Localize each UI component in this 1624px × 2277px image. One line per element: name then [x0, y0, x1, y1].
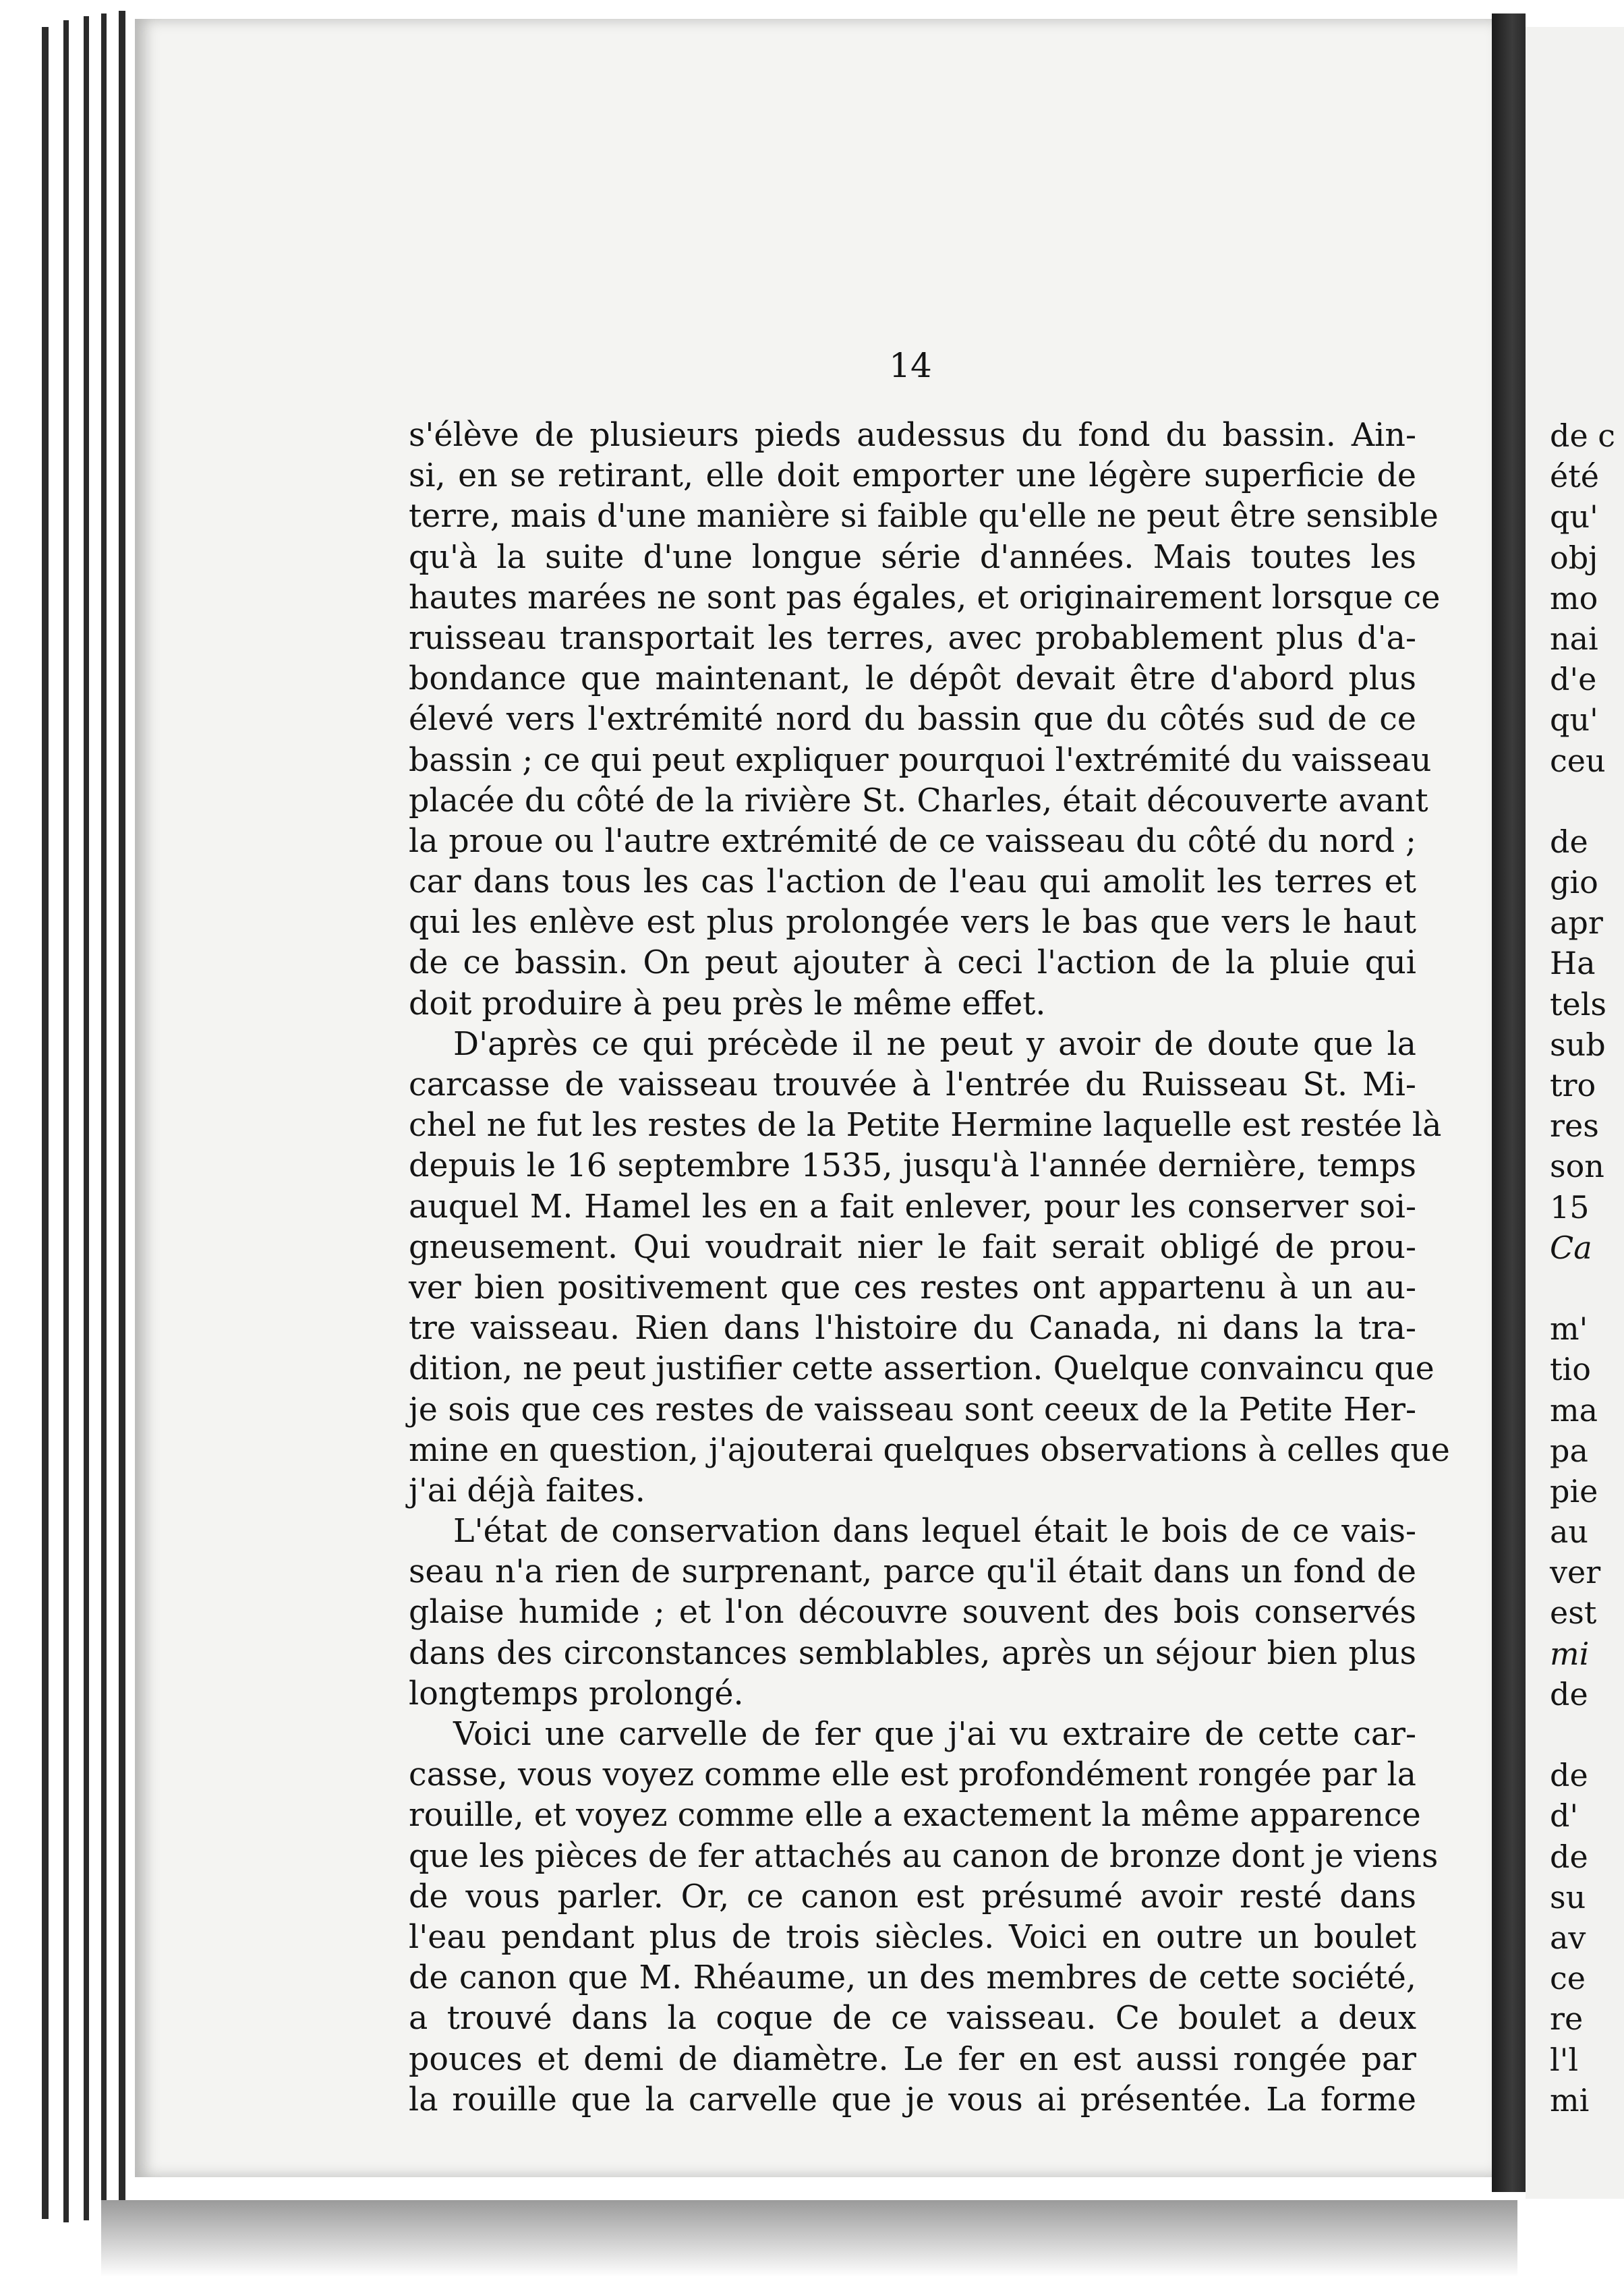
facing-line: mi [1550, 2081, 1590, 2119]
facing-page-text [1550, 415, 1624, 2121]
facing-line: d' [1550, 1797, 1579, 1835]
text-line: dans des circonstances semblables, après un séjour bien plus [409, 1634, 1416, 1672]
page-number: 14 [889, 346, 932, 385]
text-line: ver bien positivement que ces restes ont appartenu à un au- [409, 1269, 1416, 1306]
facing-line: 15 [1550, 1188, 1590, 1226]
facing-line: l'l [1550, 2041, 1579, 2078]
page-edge-line [119, 11, 125, 2218]
text-line: car dans tous les cas l'action de l'eau qui amolit les terres et [409, 863, 1416, 901]
facing-line: nai [1550, 620, 1598, 657]
facing-line: av [1550, 1919, 1586, 1956]
facing-line: Ca [1550, 1229, 1592, 1266]
text-line: mine en question, j'ajouterai quelques observations à celles que [409, 1431, 1450, 1469]
facing-line: qu' [1550, 498, 1598, 536]
facing-line: obj [1550, 539, 1598, 576]
text-line: gneusement. Qui voudrait nier le fait serait obligé de prou- [409, 1228, 1416, 1266]
body-text [409, 415, 1450, 2121]
facing-page [1526, 27, 1624, 2199]
text-line: glaise humide ; et l'on découvre souvent des bois conservés [409, 1594, 1416, 1632]
text-line: seau n'a rien de surprenant, parce qu'il était dans un fond de [409, 1553, 1416, 1591]
text-line: j'ai déjà faites. [409, 1472, 645, 1509]
text-line: pouces et demi de diamètre. Le fer en est aussi rongée par [409, 2040, 1416, 2078]
facing-line: apr [1550, 904, 1603, 942]
text-line: longtemps prolongé. [409, 1675, 744, 1712]
text-line: de canon que M. Rhéaume, un des membres de cette société, [409, 1959, 1416, 1997]
text-line: tre vaisseau. Rien dans l'histoire du Canada, ni dans la tra- [409, 1310, 1416, 1348]
text-line: de ce bassin. On peut ajouter à ceci l'action de la pluie qui [409, 944, 1416, 982]
facing-line: Ha [1550, 945, 1596, 982]
facing-line: pie [1550, 1472, 1598, 1509]
facing-line: m' [1550, 1310, 1588, 1348]
text-line: si, en se retirant, elle doit emporter une légère superficie de [409, 457, 1416, 495]
facing-line: de [1550, 823, 1588, 860]
text-line: s'élève de plusieurs pieds audessus du fond du bassin. Ain- [409, 417, 1416, 454]
book-bottom-shadow [101, 2200, 1517, 2277]
facing-line [1550, 781, 1624, 822]
text-line: terre, mais d'une manière si faible qu'elle ne peut être sensible [409, 498, 1439, 536]
facing-line: mi [1550, 1635, 1590, 1672]
page-edges [0, 0, 142, 2277]
text-line: chel ne fut les restes de la Petite Hermine laquelle est restée là [409, 1107, 1442, 1145]
text-line: Voici une carvelle de fer que j'ai vu extraire de cette car- [453, 1716, 1416, 1753]
facing-line: de c [1550, 417, 1616, 454]
text-line: a trouvé dans la coque de ce vaisseau. Ce boulet a deux [409, 2000, 1416, 2038]
facing-line: été [1550, 458, 1599, 495]
text-line: ruisseau transportait les terres, avec probablement plus d'a- [409, 619, 1416, 657]
text-line: bondance que maintenant, le dépôt devait être d'abord plus [409, 660, 1416, 698]
text-line: la proue ou l'autre extrémité de ce vaisseau du côté du nord ; [409, 822, 1416, 860]
text-line: que les pièces de fer attachés au canon de bronze dont je viens [409, 1837, 1439, 1875]
text-line: l'eau pendant plus de trois siècles. Voici en outre un boulet [409, 1918, 1416, 1956]
facing-line: su [1550, 1878, 1586, 1915]
text-line: bassin ; ce qui peut expliquer pourquoi l'extrémité du vaisseau [409, 741, 1432, 779]
facing-line [1550, 1714, 1624, 1755]
facing-line: qu' [1550, 701, 1598, 739]
facing-line: ce [1550, 1960, 1586, 1997]
facing-line: de [1550, 1757, 1588, 1794]
page-gutter [1492, 13, 1526, 2192]
facing-line: re [1550, 2000, 1584, 2038]
text-line: carcasse de vaisseau trouvée à l'entrée du Ruisseau St. Mi- [409, 1066, 1416, 1103]
text-line: D'après ce qui précède il ne peut y avoir de doute que la [453, 1025, 1416, 1063]
facing-line: est [1550, 1594, 1597, 1632]
page-edge-line [101, 13, 107, 2219]
facing-line: de [1550, 1838, 1588, 1875]
facing-line: tels [1550, 985, 1607, 1022]
facing-line: sub [1550, 1026, 1606, 1063]
text-line: je sois que ces restes de vaisseau sont ceeux de la Petite Her- [409, 1391, 1416, 1429]
text-line: auquel M. Hamel les en a fait enlever, pour les conserver soi- [409, 1188, 1416, 1226]
facing-line [1550, 1268, 1624, 1308]
facing-line: tio [1550, 1351, 1591, 1388]
text-line: élevé vers l'extrémité nord du bassin que du côtés sud de ce [409, 701, 1416, 739]
text-line: dition, ne peut justifier cette assertion. Quelque convaincu que [409, 1350, 1434, 1388]
facing-line: son [1550, 1148, 1604, 1185]
text-line: doit produire à peu près le même effet. [409, 985, 1046, 1022]
page-edge-line [84, 16, 89, 2220]
text-line: rouille, et voyez comme elle a exactement la même apparence [409, 1797, 1421, 1835]
facing-line: mo [1550, 579, 1598, 616]
facing-line: ma [1550, 1391, 1598, 1429]
text-line: depuis le 16 septembre 1535, jusqu'à l'année dernière, temps [409, 1147, 1416, 1185]
facing-line: ceu [1550, 742, 1606, 779]
text-line: hautes marées ne sont pas égales, et originairement lorsque ce [409, 579, 1441, 616]
facing-line: de [1550, 1675, 1588, 1712]
text-line: la rouille que la carvelle que je vous ai présentée. La forme [409, 2081, 1416, 2119]
facing-line: ver [1550, 1554, 1601, 1591]
facing-line: tro [1550, 1067, 1596, 1103]
facing-line: au [1550, 1514, 1589, 1551]
page-edge-line [42, 27, 49, 2219]
page-edge-line [63, 20, 69, 2222]
text-line: de vous parler. Or, ce canon est présumé avoir resté dans [409, 1878, 1416, 1915]
text-line: qui les enlève est plus prolongée vers le bas que vers le haut [409, 904, 1416, 942]
text-line: casse, vous voyez comme elle est profondément rongée par la [409, 1756, 1416, 1794]
text-line: L'état de conservation dans lequel était le bois de ce vais- [453, 1513, 1416, 1551]
text-line: qu'à la suite d'une longue série d'années. Mais toutes les [409, 538, 1416, 576]
facing-line: pa [1550, 1432, 1588, 1469]
facing-line: gio [1550, 864, 1598, 901]
facing-line: res [1550, 1107, 1599, 1145]
text-line: placée du côté de la rivière St. Charles, était découverte avant [409, 782, 1428, 819]
facing-line: d'e [1550, 661, 1597, 698]
